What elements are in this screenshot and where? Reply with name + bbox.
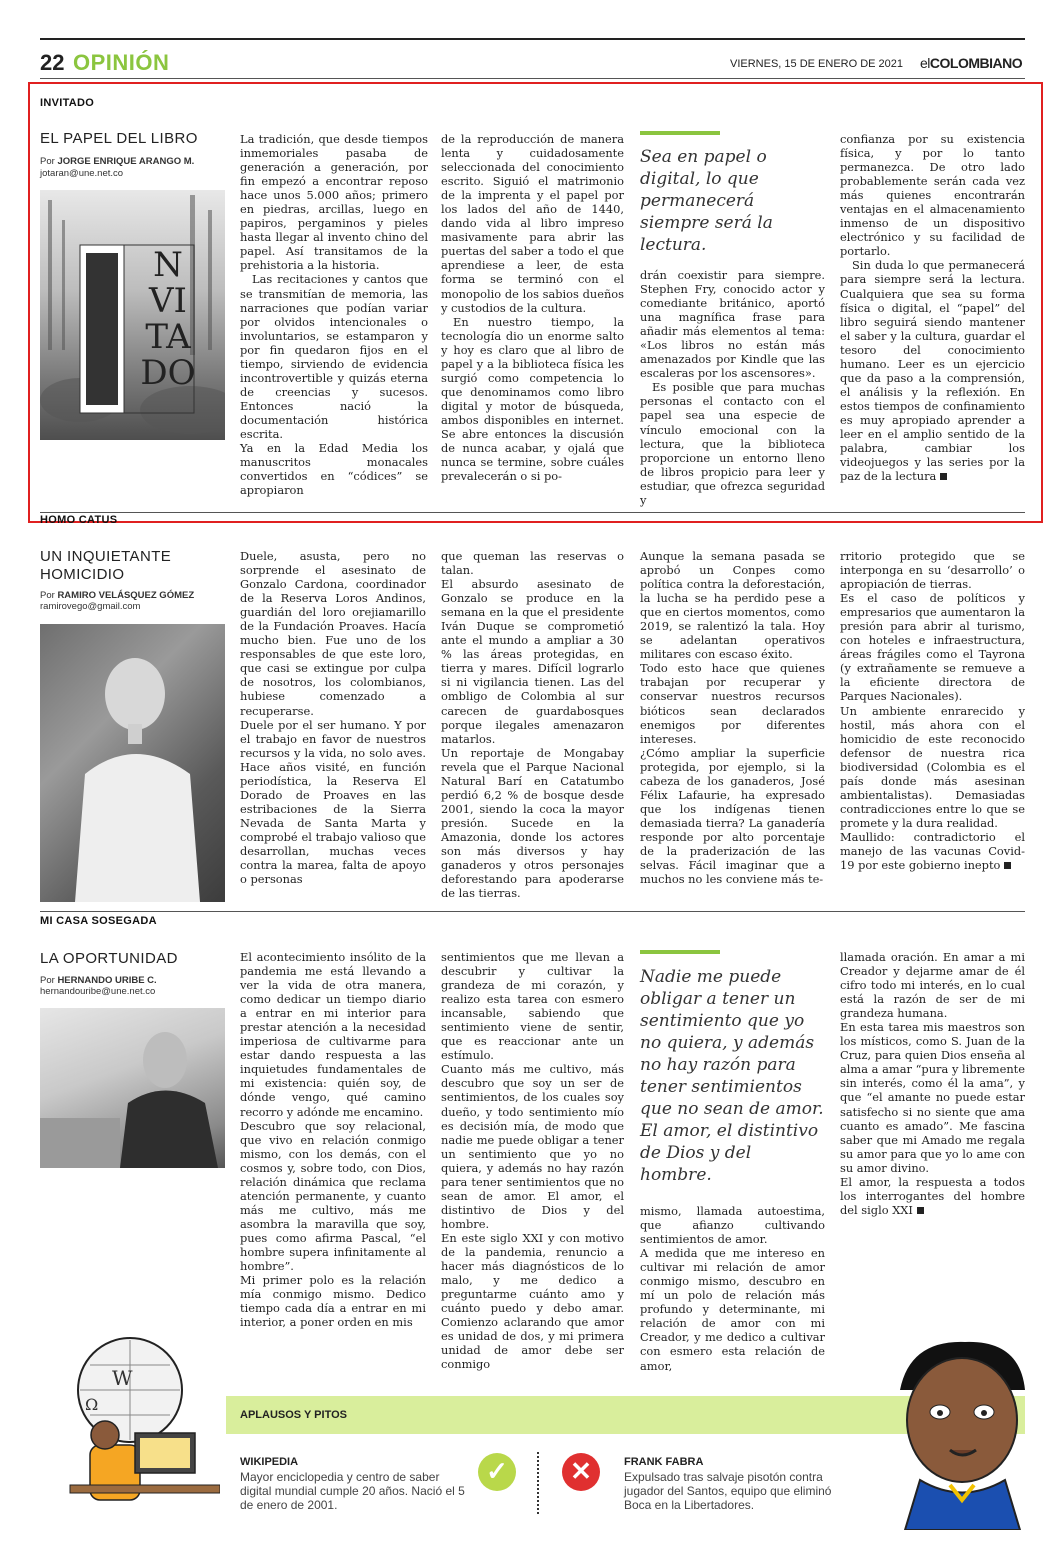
quote-accent-bar xyxy=(640,131,720,135)
article1-email[interactable]: jotaran@une.net.co xyxy=(40,168,124,179)
svg-text:Ω: Ω xyxy=(85,1395,99,1414)
article2-title: UN INQUIETANTE HOMICIDIO xyxy=(40,548,172,583)
paragraph: mismo, llamada autoestima, que afianzo cultivando sentimientos de amor. xyxy=(640,1204,825,1247)
portrait-silhouette xyxy=(40,624,225,902)
article3-kicker: MI CASA SOSEGADA xyxy=(40,915,157,927)
svg-text:W: W xyxy=(112,1366,133,1390)
divider xyxy=(537,1452,540,1514)
paragraph: drán coexistir para siempre. Stephen Fry, conocido actor y comediante británico, aportó una magnífica frase para añadir más elementos al tema: «Los libros no están más amenazados por Kindle que las escaleras por los ascensores». xyxy=(640,268,825,381)
paragraph: Descubro que soy relacional, que vivo en relación conmigo mismo, con los demás, con el cosmos y, sobre todo, con Dios, relación dinámica que reclama atención permanente, y cuanto más me cultivo, más me asombra la maravilla que soy, pues como afirma Pascal, “el hombre supera infinitamente al hombre”. xyxy=(240,1118,426,1274)
check-icon: ✓ xyxy=(478,1453,516,1491)
article2-kicker: HOMO CATUS xyxy=(40,514,118,526)
article3-email[interactable]: hernandouribe@une.net.co xyxy=(40,986,156,997)
author-name: HERNANDO URIBE C. xyxy=(57,975,157,986)
paragraph: A medida que me intereso en cultivar mi relación de amor conmigo mismo, descubro en mí un polo de relación más profundo y determinante, mi relación de amor con mi Creador, y me dedico a cultivar con esmero esta relación de amor, xyxy=(640,1246,825,1373)
article1-column-1 xyxy=(240,132,428,497)
paragraph: Un ambiente enrarecido y hostil, más ahora con el homicidio de este reconocido defensor de nuestra rica biodiversidad (Colombia es el país donde más asesinan ambientalistas). Demasiadas contradicciones entre lo que se promete y la dura realidad. xyxy=(840,703,1025,830)
paragraph: que queman las reservas o talan. xyxy=(441,549,624,578)
article2-column-3 xyxy=(640,549,825,886)
author-photo-ramiro xyxy=(40,624,225,902)
paragraph: Ya en la Edad Media los manuscritos monacales convertidos en “códices” se apropiaron xyxy=(240,441,428,498)
article2-column-1 xyxy=(240,549,426,886)
page-number: 22 xyxy=(40,50,65,75)
header-bottom-rule xyxy=(40,78,1025,79)
invitado-letter: N xyxy=(153,245,183,285)
paragraph: El absurdo asesinato de Gonzalo se produce en la semana en la que el presidente Iván Duque se comprometió ante el mundo a ampliar a 30 % las áreas protegidas, en tierra y mares. Difícil lograrlo si ni vigilancia tienen. Las del ombligo de Colombia al sur carecen de guardabosques porque ilegales amenazaron matarlos. xyxy=(441,577,624,746)
invitado-letters xyxy=(138,247,198,391)
article1-column-3 xyxy=(640,268,825,507)
wikipedia-globe-icon xyxy=(50,1335,220,1525)
applause-text: Mayor enciclopedia y centro de saber digital mundial cumple 20 años. Nació el 5 de enero de 2001. xyxy=(240,1470,465,1512)
end-mark-icon xyxy=(1004,862,1011,869)
article1-column-2 xyxy=(441,132,624,483)
paragraph: de la reproducción de manera lenta y cuidadosamente seleccionada del conocimiento escrito. Siguió el matrimonio de la imprenta y el papel por los lados del año de 1440, dando vida al libro impreso masivamente para abrir las puertas del saber a todo el que aprendiese a leer, de esta forma se terminó con el monopolio de los sabios dueños y custodios de la cultura. xyxy=(441,132,624,315)
invitado-letter: DO xyxy=(140,353,196,393)
article1-pullquote: Sea en papel o digital, lo que permanecerá siempre será la lectura. xyxy=(640,147,773,255)
paragraph-text: Maullido: contradictorio el manejo de las vacunas Covid-19 por este gobierno inepto xyxy=(840,829,1025,873)
article1-column-4 xyxy=(840,132,1025,483)
masthead-el: el xyxy=(920,55,930,71)
paragraph: Todo esto hace que quienes trabajan por recuperar y conservar nuestros recursos bióticos sean declarados enemigos por diferentes intereses. xyxy=(640,661,825,746)
paragraph-text: Sin duda lo que permanecerá para siempre será la lectura. Cualquiera que sea su forma física o digital, el “papel” del libro seguirá siendo mantener el saber y la cultura, guardar el tesoro del conocimiento humano. Leer es un ejercicio que da paso a la comprensión, el análisis y la reflexión. En estos tiempos de confinamiento es muy apropiado aprender a leer en el amplio sentido de la palabra, cambiar los videojuegos y las series por la paz de la lectura xyxy=(840,258,1025,484)
paragraph: El acontecimiento insólito de la pandemia me está llevando a ver la vida de otra manera, como dedicar un tiempo diario a entrar en mi interior para prestar atención a la necesidad imperiosa de cultivarme para estar dando respuesta a las inquietudes fundamentales de mi existencia: quién soy, de dónde vengo, qué camino recorro y adónde me encamino. xyxy=(240,950,426,1119)
article3-pullquote: Nadie me puede obligar a tener un sentimiento que yo no quiera, y además no hay razón para tener sentimientos que no sean de amor. El amor, el distintivo de Dios y del hombre. xyxy=(640,967,824,1185)
paragraph: Un reportaje de Mongabay revela que el Parque Nacional Natural Barí en Catatumbo perdió 6,2 % de bosque desde 2001, siendo la coca la mayor presión. Sucede en la Amazonia, donde los actores son más diversos y hay ganaderos y otros personajes deforestando para apoderarse de las tierras. xyxy=(441,745,624,901)
article1-byline xyxy=(40,156,225,168)
quote-accent-bar xyxy=(640,950,720,954)
masthead-logo xyxy=(920,55,1022,71)
paragraph: Las recitaciones y cantos que se transmitían de memoria, las narraciones que podían variar por olvidos intencionales o involuntarios, se estamparon y por fin quedaron fijos en el tiempo, sirviendo de evidencia incontrovertible y quizás eterna de creencias y sucesos. Entonces nació la documentación histórica escrita. xyxy=(240,272,428,441)
paragraph: Es el caso de políticos y empresarios que aumentaron la presión para abrir al turismo, con hoteles e infraestructura, áreas frágiles como el Tayrona (y extrañamente se remueve a la eficiente directora de Parques Nacionales). xyxy=(840,591,1025,704)
header-rule xyxy=(40,38,1025,40)
article1-title: EL PAPEL DEL LIBRO xyxy=(40,130,198,147)
paragraph: Cuanto más me cultivo, más descubro que soy un ser de sentimientos, de los cuales soy dueño, y todo sentimiento mío es decisión mía, de modo que nadie me puede obligar a tener un sentimiento que yo no quiera, y además no hay razón para tener sentimientos que no sean de amor. El amor, el distintivo de Dios y del hombre. xyxy=(441,1062,624,1231)
applause-name: WIKIPEDIA xyxy=(240,1456,299,1468)
paragraph: En este siglo XXI y con motivo de la pandemia, renuncio a hacer más diagnósticos de lo malo, y me dedico a preguntarme cuánto amo y cuánto puedo y debo amar. Comienzo aclarando que amor es unidad de dos, y mi primera unidad de amor debe ser conmigo xyxy=(441,1230,624,1372)
whistle-name: FRANK FABRA xyxy=(624,1456,704,1468)
invitado-letter: VI xyxy=(149,281,187,321)
section-title: OPINIÓN xyxy=(73,50,170,75)
wikipedia-illustration xyxy=(50,1335,220,1525)
article1-kicker: INVITADO xyxy=(40,97,95,109)
paragraph: confianza por su existencia física, y por lo tanto permanezca. De otro lado probablemente serán cada vez más quienes encontrarán ventajas en el almacenamiento inmenso de un dispositivo electrónico y su facilidad de portarlo. xyxy=(840,132,1025,259)
date-line: VIERNES, 15 DE ENERO DE 2021 xyxy=(730,58,904,70)
article2-column-2 xyxy=(441,549,624,900)
author-photo-hernando xyxy=(40,1008,225,1168)
article2-email[interactable]: ramirovego@gmail.com xyxy=(40,601,141,612)
paragraph: En esta tarea mis maestros son los místicos, como S. Juan de la Cruz, para quien Dios enseña al alma a amar “pura y libremente sin interés, como él la ama”, y que “el amante no puede estar satisfecho si no siente que ama cuanto es amado”. Me fascina saber que mi Amado me regala su amor para que yo lo ame con su amor divino. xyxy=(840,1020,1025,1175)
paragraph: llamada oración. En amar a mi Creador y dejarme amar de él cifro todo mi interés, en lo cual está la razón de ser de mi grandeza humana. xyxy=(840,950,1025,1021)
byline-prefix: Por xyxy=(40,590,58,601)
caricature-face-icon xyxy=(880,1330,1040,1530)
paragraph: La tradición, que desde tiempos inmemoriales pasaba de generación a generación, por fin empezó a encontrar reposo hace unos 5.000 años; primero en piedras, arcillas, luego en papiros, pergaminos y pieles hasta llegar al invento chino del papel. Así transitamos de la prehistoria a la historia. xyxy=(240,132,428,273)
paragraph-text: El amor, la respuesta a todos los interrogantes del hombre del siglo XXI xyxy=(840,1174,1025,1217)
section-rule xyxy=(40,911,1025,912)
paragraph: Mi primer polo es la relación mía conmigo mismo. Dedico tiempo cada día a entrar en mi interior, a poner orden en mis xyxy=(240,1273,426,1330)
paragraph: sentimientos que me llevan a descubrir y cultivar la grandeza de mi corazón, y realizo esta tarea con esmero incansable, sabiendo que sentimiento viene de sentir, que es reaccionar ante un estímulo. xyxy=(441,950,624,1063)
paragraph: Duele por el ser humano. Y por el trabajo en favor de nuestros recursos y la vida, no solo aves. Hace años visité, en función periodística, la Reserva El Dorado de Proaves en las estribaciones de la Sierra Nevada de Santa Marta y comprobé el trabajo valioso que desarrollan, muchas veces contra la marea, falta de apoyo o personas xyxy=(240,717,426,887)
masthead-name: COLOMBIANO xyxy=(929,55,1023,71)
paragraph xyxy=(840,830,1025,872)
paragraph xyxy=(840,258,1025,483)
paragraph: rritorio protegido que se interponga en su ‘desarrollo’ o apropiación de tierras. xyxy=(840,549,1025,592)
paragraph: Es posible que para muchas personas el contacto con el papel sea una especie de vínculo emocional con la lectura, que la biblioteca proporcione un entorno lleno de libros propicio para leer y estudiar, que ofrezca seguridad y xyxy=(640,380,825,507)
whistle-text: Expulsado tras salvaje pisotón contra jugador del Santos, equipo que eliminó Boca en la Libertadores. xyxy=(624,1470,832,1512)
author-name: RAMIRO VELÁSQUEZ GÓMEZ xyxy=(57,590,195,601)
article2-column-4 xyxy=(840,549,1025,872)
aplausos-title: APLAUSOS Y PITOS xyxy=(240,1409,347,1421)
article3-column-4 xyxy=(840,950,1025,1217)
end-mark-icon xyxy=(917,1207,924,1214)
byline-prefix: Por xyxy=(40,975,58,986)
paragraph: Duele, asusta, pero no sorprende el asesinato de Gonzalo Cardona, coordinador de la Reserva Loros Andinos, guardián del loro orejiamarillo de la Fundación Proaves. Hacía mucho bien. Fue uno de los responsables de que este loro, que casi se extingue por culpa de nosotros, los colombianos, hubiese comenzado a recuperarse. xyxy=(240,549,426,718)
paragraph: En nuestro tiempo, la tecnología dio un enorme salto y hoy es claro que al libro de papel y a la biblioteca física les surgió como competencia lo que denominamos como libro digital y motor de búsqueda, ambos disponibles en internet. Se abre entonces la discusión de nunca acabar, y ojalá que nunca se termine, sobre cuáles prevalecerán o si po- xyxy=(441,314,624,484)
article3-title: LA OPORTUNIDAD xyxy=(40,950,178,967)
cross-icon: ✕ xyxy=(562,1453,600,1491)
end-mark-icon xyxy=(940,473,947,480)
frank-fabra-caricature xyxy=(880,1330,1040,1530)
section-rule xyxy=(40,512,1025,513)
author-name: JORGE ENRIQUE ARANGO M. xyxy=(57,156,195,167)
paragraph: ¿Cómo ampliar la superficie protegida, por ejemplo, si la cabeza de los ganaderos, José Félix Lafaurie, ha expresado que los indígenas tienen demasiada tierra? La ganadería responde por alto porcentaje de la praderización de las selvas. Fácil imaginar que a muchos no les conviene más te- xyxy=(640,745,825,887)
byline-prefix: Por xyxy=(40,156,58,167)
article3-column-3 xyxy=(640,1204,825,1373)
paragraph: Aunque la semana pasada se aprobó un Conpes como política contra la deforestación, la lucha se ha perdido pese a que en ciertos momentos, como 2019, se ralentizó la tala. Hoy se adelantan operativos militares con escaso éxito. xyxy=(640,549,825,662)
article3-column-2 xyxy=(441,950,624,1371)
invitado-letter: TA xyxy=(145,317,191,357)
article3-column-1 xyxy=(240,950,426,1329)
portrait-silhouette xyxy=(40,1008,225,1168)
paragraph xyxy=(840,1175,1025,1217)
